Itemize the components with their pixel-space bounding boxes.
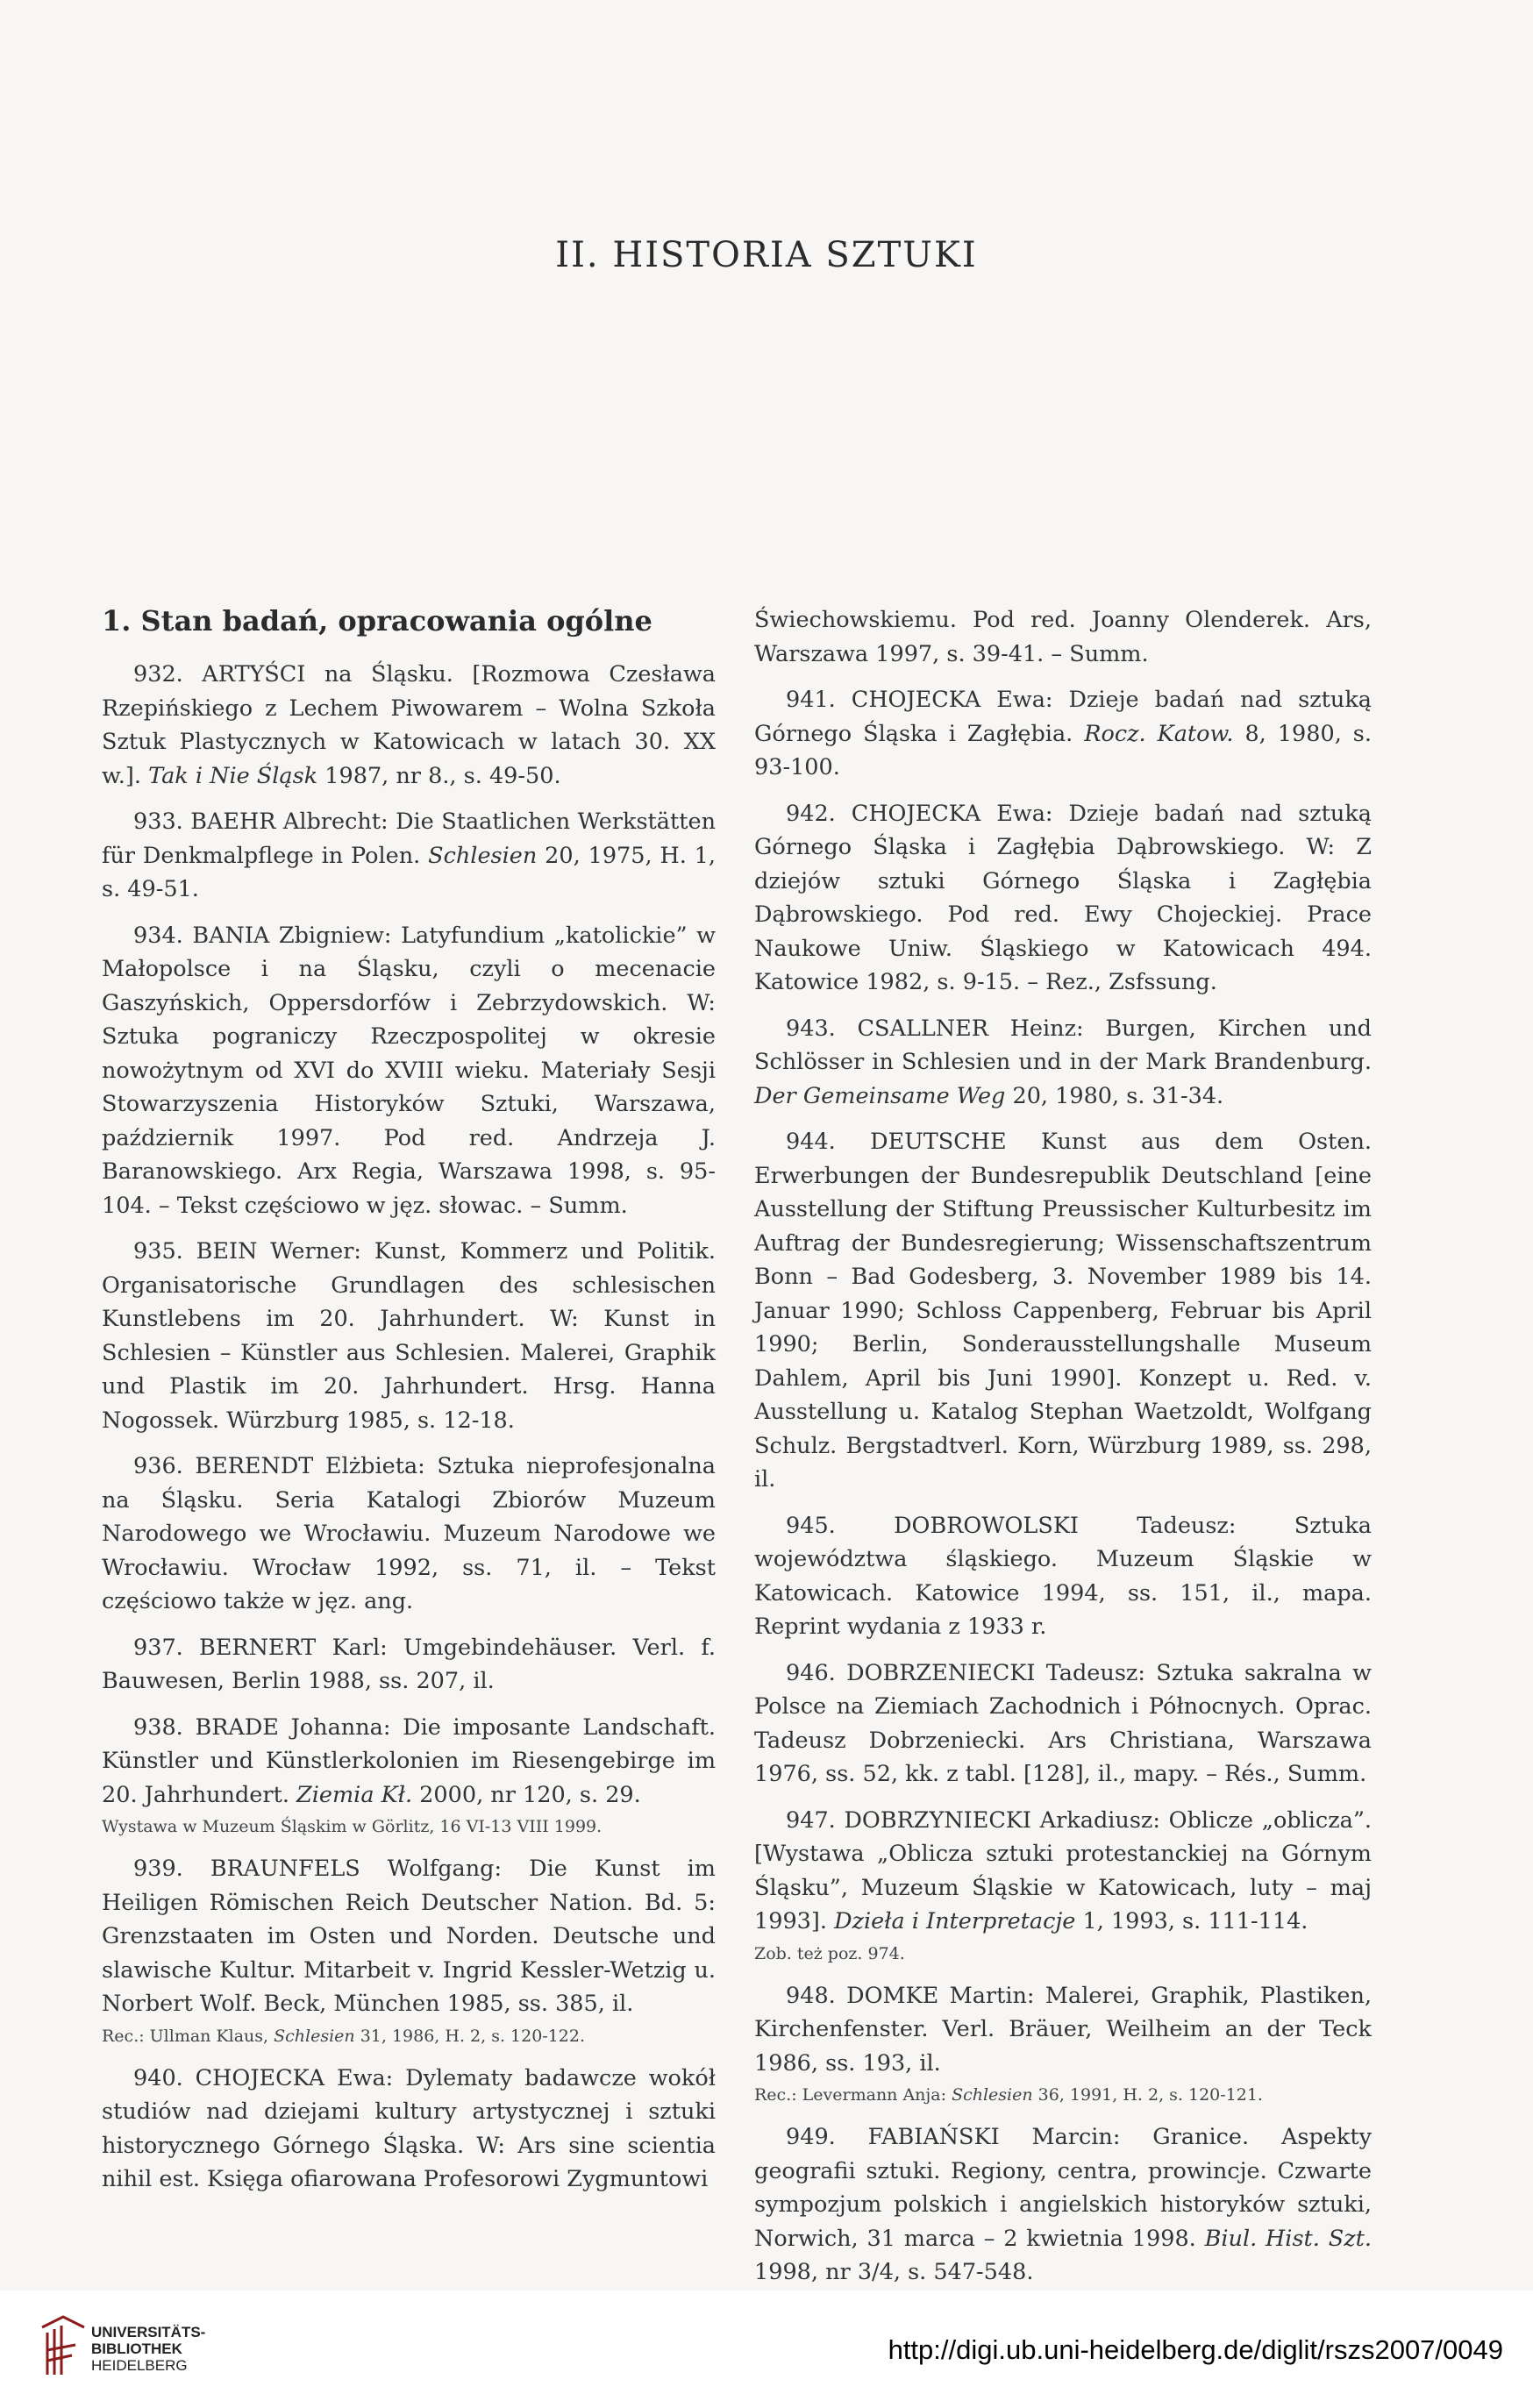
bibliography-entry-946: 946. DOBRZENIECKI Tadeusz: Sztuka sakralna w Polsce na Ziemiach Zachodnich i Północnych. Oprac. Tadeusz Dobrzeniecki. Ars Christiana, Warszawa 1976, ss. 52, kk. z tabl. [128], il., mapy. – Rés., Summ.: [754, 1659, 1372, 1787]
bibliography-entry-940: 940. CHOJECKA Ewa: Dylematy badawcze wokół studiów nad dziejami kultury artystycznej i sztuki historycznego Górnego Śląska. W: Ars sine scientia nihil est. Księga ofiarowana Profesorowi Zygmuntowi: [102, 2064, 716, 2192]
bibliography-entry-940-continued: Świechowskiemu. Pod red. Joanny Olenderek. Ars, Warszawa 1997, s. 39-41. – Summ.: [754, 607, 1372, 667]
source-url-link[interactable]: http://digi.ub.uni-heidelberg.de/diglit/rszs2007/0049: [888, 2334, 1503, 2365]
bibliography-entry-934: 934. BANIA Zbigniew: Latyfundium „katolickie” w Małopolsce i na Śląsku, czyli o mecenacie Gaszyńskich, Oppersdorfów i Zebrzydowskich. W: Sztuka pograniczy Rzeczpospolitej w okresie nowożytnym od XVI do XVIII wieku. Materiały Sesji Stowarzyszenia Historyków Sztuki, Warszawa, październik 1997. Pod red. Andrzeja J. Baranowskiego. Arx Regia, Warszawa 1998, s. 95-104. – Tekst częściowo w jęz. słowac. – Summ.: [102, 922, 716, 1219]
bibliography-entry-932: 932. ARTYŚCI na Śląsku. [Rozmowa Czesława Rzepińskiego z Lechem Piwowarem – Wolna Szkoła Sztuk Plastycznych w Katowicach w latach 30. XX w.]. Tak i Nie Śląsk 1987, nr 8., s. 49-50.: [102, 661, 716, 789]
entry-note-947: Zob. też poz. 974.: [754, 1943, 905, 1963]
entry-note-938: Wystawa w Muzeum Śląskim w Görlitz, 16 VI-13 VIII 1999.: [102, 1817, 603, 1836]
bibliography-entry-939: 939. BRAUNFELS Wolfgang: Die Kunst im Heiligen Römischen Reich Deutscher Nation. Bd. 5: Grenzstaaten im Osten und Norden. Deutsche und slawische Kultur. Mitarbeit v. Ingrid Kessler-Wetzig u. Norbert Wolf. Beck, München 1985, ss. 385, il.: [102, 1856, 716, 2017]
entry-review-948: Rec.: Levermann Anja: Schlesien 36, 1991, H. 2, s. 120-121.: [754, 2085, 1263, 2105]
bibliography-entry-941: 941. CHOJECKA Ewa: Dzieje badań nad sztuką Górnego Śląska i Zagłębia. Rocz. Katow. 8, 1980, s. 93-100.: [754, 687, 1373, 780]
bibliography-entry-936: 936. BERENDT Elżbieta: Sztuka nieprofesjonalna na Śląsku. Seria Katalogi Zbiorów Muzeum Narodowego we Wrocławiu. Muzeum Narodowe we Wrocławiu. Wrocław 1992, ss. 71, il. – Tekst częściowo także w jęz. ang.: [102, 1453, 716, 1614]
bibliography-entry-933: 933. BAEHR Albrecht: Die Staatlichen Werkstätten für Denkmalpflege in Polen. Schlesien 20, 1975, H. 1, s. 49-51.: [102, 809, 716, 902]
right-column: [754, 603, 1372, 2302]
page-title: II. HISTORIA SZTUKI: [555, 235, 978, 275]
bibliography-entry-938: 938. BRADE Johanna: Die imposante Landschaft. Künstler und Künstlerkolonien im Riesengebirge im 20. Jahrhundert. Ziemia Kł. 2000, nr 120, s. 29.: [102, 1713, 716, 1808]
bibliography-entry-945: 945. DOBROWOLSKI Tadeusz: Sztuka województwa śląskiego. Muzeum Śląskie w Katowicach. Katowice 1994, ss. 151, il., mapa. Reprint wydania z 1933 r.: [754, 1512, 1372, 1640]
library-logo-icon: [37, 2310, 89, 2380]
bibliography-entry-935: 935. BEIN Werner: Kunst, Kommerz und Politik. Organisatorische Grundlagen des schlesischen Kunstlebens im 20. Jahrhundert. W: Kunst in Schlesien – Künstler aus Schlesien. Malerei, Graphik und Plastik im 20. Jahrhundert. Hrsg. Hanna Nogossek. Würzburg 1985, s. 12-18.: [102, 1238, 716, 1434]
bibliography-entry-948: 948. DOMKE Martin: Malerei, Graphik, Plastiken, Kirchenfenster. Verl. Bräuer, Weilheim an der Teck 1986, ss. 193, il.: [754, 1982, 1372, 2077]
entry-review-939: Rec.: Ullman Klaus, Schlesien 31, 1986, H. 2, s. 120-122.: [102, 2026, 586, 2046]
digitization-footer: [0, 2290, 1533, 2408]
library-name: UNIVERSITÄTS- BIBLIOTHEK HEIDELBERG: [91, 2324, 206, 2374]
bibliography-entry-942: 942. CHOJECKA Ewa: Dzieje badań nad sztuką Górnego Śląska i Zagłębia Dąbrowskiego. W: Z dziejów sztuki Górnego Śląska i Zagłębia Dąbrowskiego. Pod red. Ewy Chojeckiej. Prace Naukowe Uniw. Śląskiego w Katowicach 494. Katowice 1982, s. 9-15. – Rez., Zsfssung.: [754, 800, 1372, 995]
section-heading: 1. Stan badań, opracowania ogólne: [102, 604, 652, 638]
bibliography-entry-944: 944. DEUTSCHE Kunst aus dem Osten. Erwerbungen der Bundesrepublik Deutschland [eine Ausstellung der Stiftung Preussischer Kulturbesitz im Auftrag der Bundesregierung; Wissenschaftszentrum Bonn – Bad Godesberg, 3. November 1989 bis 14. Januar 1990; Schloss Cappenberg, Februar bis April 1990; Berlin, Sonderausstellungshalle Museum Dahlem, April bis Juni 1990]. Konzept u. Red. v. Ausstellung u. Katalog Stephan Waetzoldt, Wolfgang Schulz. Bergstadtverl. Korn, Würzburg 1989, ss. 298, il.: [754, 1129, 1372, 1493]
left-column: [102, 603, 716, 2209]
bibliography-entry-949: 949. FABIAŃSKI Marcin: Granice. Aspekty geografii sztuki. Regiony, centra, prowincje. Czwarte sympozjum polskich i angielskich historyków sztuki, Norwich, 31 marca – 2 kwietnia 1998. Biul. Hist. Szt. 1998, nr 3/4, s. 547-548.: [754, 2124, 1372, 2285]
bibliography-entry-947: 947. DOBRZYNIECKI Arkadiusz: Oblicze „oblicza”. [Wystawa „Oblicza sztuki protestanckiej na Górnym Śląsku”, Muzeum Śląskie w Katowicach, luty – maj 1993]. Dzieła i Interpretacje 1, 1993, s. 111-114.: [754, 1806, 1372, 1934]
bibliography-entry-937: 937. BERNERT Karl: Umgebindehäuser. Verl. f. Bauwesen, Berlin 1988, ss. 207, il.: [102, 1634, 716, 1694]
bibliography-entry-943: 943. CSALLNER Heinz: Burgen, Kirchen und Schlösser in Schlesien und in der Mark Brandenburg. Der Gemeinsame Weg 20, 1980, s. 31-34.: [754, 1015, 1372, 1109]
